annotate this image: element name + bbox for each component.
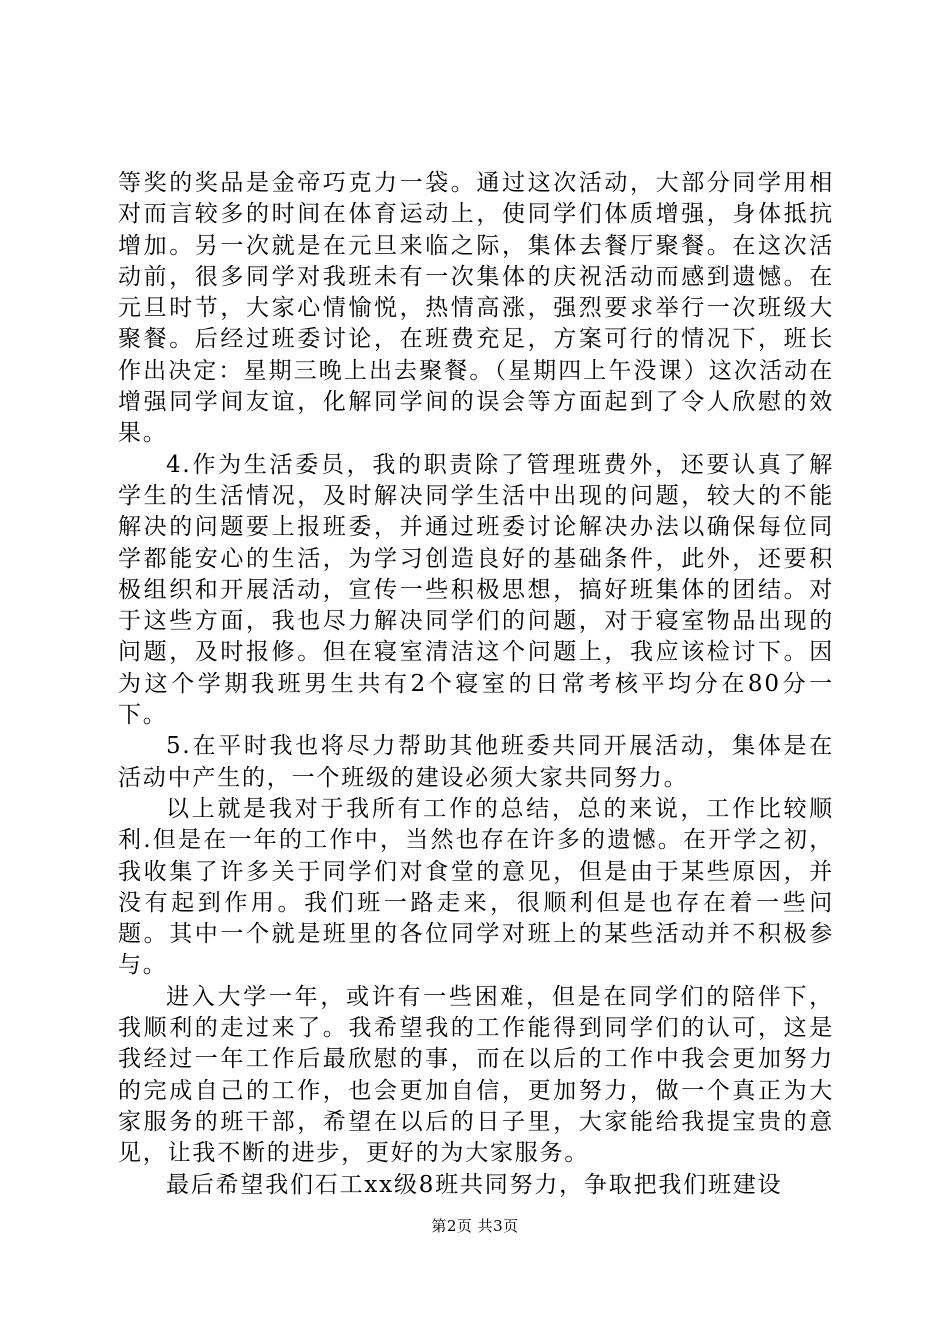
paragraph-closing: 最后希望我们石工xx级8班共同努力，争取把我们班建设 <box>166 1171 783 1198</box>
paragraph-item-4: 4.作为生活委员，我的职责除了管理班费外，还要认真了解学生的生活情况，及时解决同学生活中出现的问题，较大的不能解决的问题要上报班委，并通过班委讨论解决办法以确保每位同学都能安心的生活，为学习创造良好的基础条件，此外，还要积极组织和开展活动，宣传一些积极思想，搞好班集体的团结。对于这些方面，我也尽力解决同学们的问题，对于寝室物品出现的问题，及时报修。但在寝室清洁这个问题上，我应该检讨下。因为这个学期我班男生共有2个寝室的日常考核平均分在80分一下。 <box>118 451 834 729</box>
paragraph-continued: 等奖的奖品是金帝巧克力一袋。通过这次活动，大部分同学用相对而言较多的时间在体育运动上，使同学们体质增强，身体抵抗增加。另一次就是在元旦来临之际，集体去餐厅聚餐。在这次活动前，很多同学对我班未有一次集体的庆祝活动而感到遗憾。在元旦时节，大家心情愉悦，热情高涨，强烈要求举行一次班级大聚餐。后经过班委讨论，在班费充足，方案可行的情况下，班长作出决定：星期三晚上出去聚餐。（星期四上午没课）这次活动在增强同学间友谊，化解同学间的误会等方面起到了令人欣慰的效果。 <box>118 170 834 447</box>
page-number-footer: 第2页 共3页 <box>431 1217 519 1235</box>
paragraph-reflection: 进入大学一年，或许有一些困难，但是在同学们的陪伴下，我顺利的走过来了。我希望我的工作能得到同学们的认可，这是我经过一年工作后最欣慰的事，而在以后的工作中我会更加努力的完成自己的工作，也会更加自信，更加努力，做一个真正为大家服务的班干部，希望在以后的日子里，大家能给我提宝贵的意见，让我不断的进步，更好的为大家服务。 <box>118 983 834 1167</box>
document-body <box>118 168 834 1201</box>
paragraph-item-5: 5.在平时我也将尽力帮助其他班委共同开展活动，集体是在活动中产生的，一个班级的建设必须大家共同努力。 <box>118 733 834 791</box>
paragraph-summary: 以上就是我对于我所有工作的总结，总的来说，工作比较顺利.但是在一年的工作中，当然也存在许多的遗憾。在开学之初，我收集了许多关于同学们对食堂的意见，但是由于某些原因，并没有起到作用。我们班一路走来，很顺利但是也存在着一些问题。其中一个就是班里的各位同学对班上的某些活动并不积极参与。 <box>118 795 834 979</box>
